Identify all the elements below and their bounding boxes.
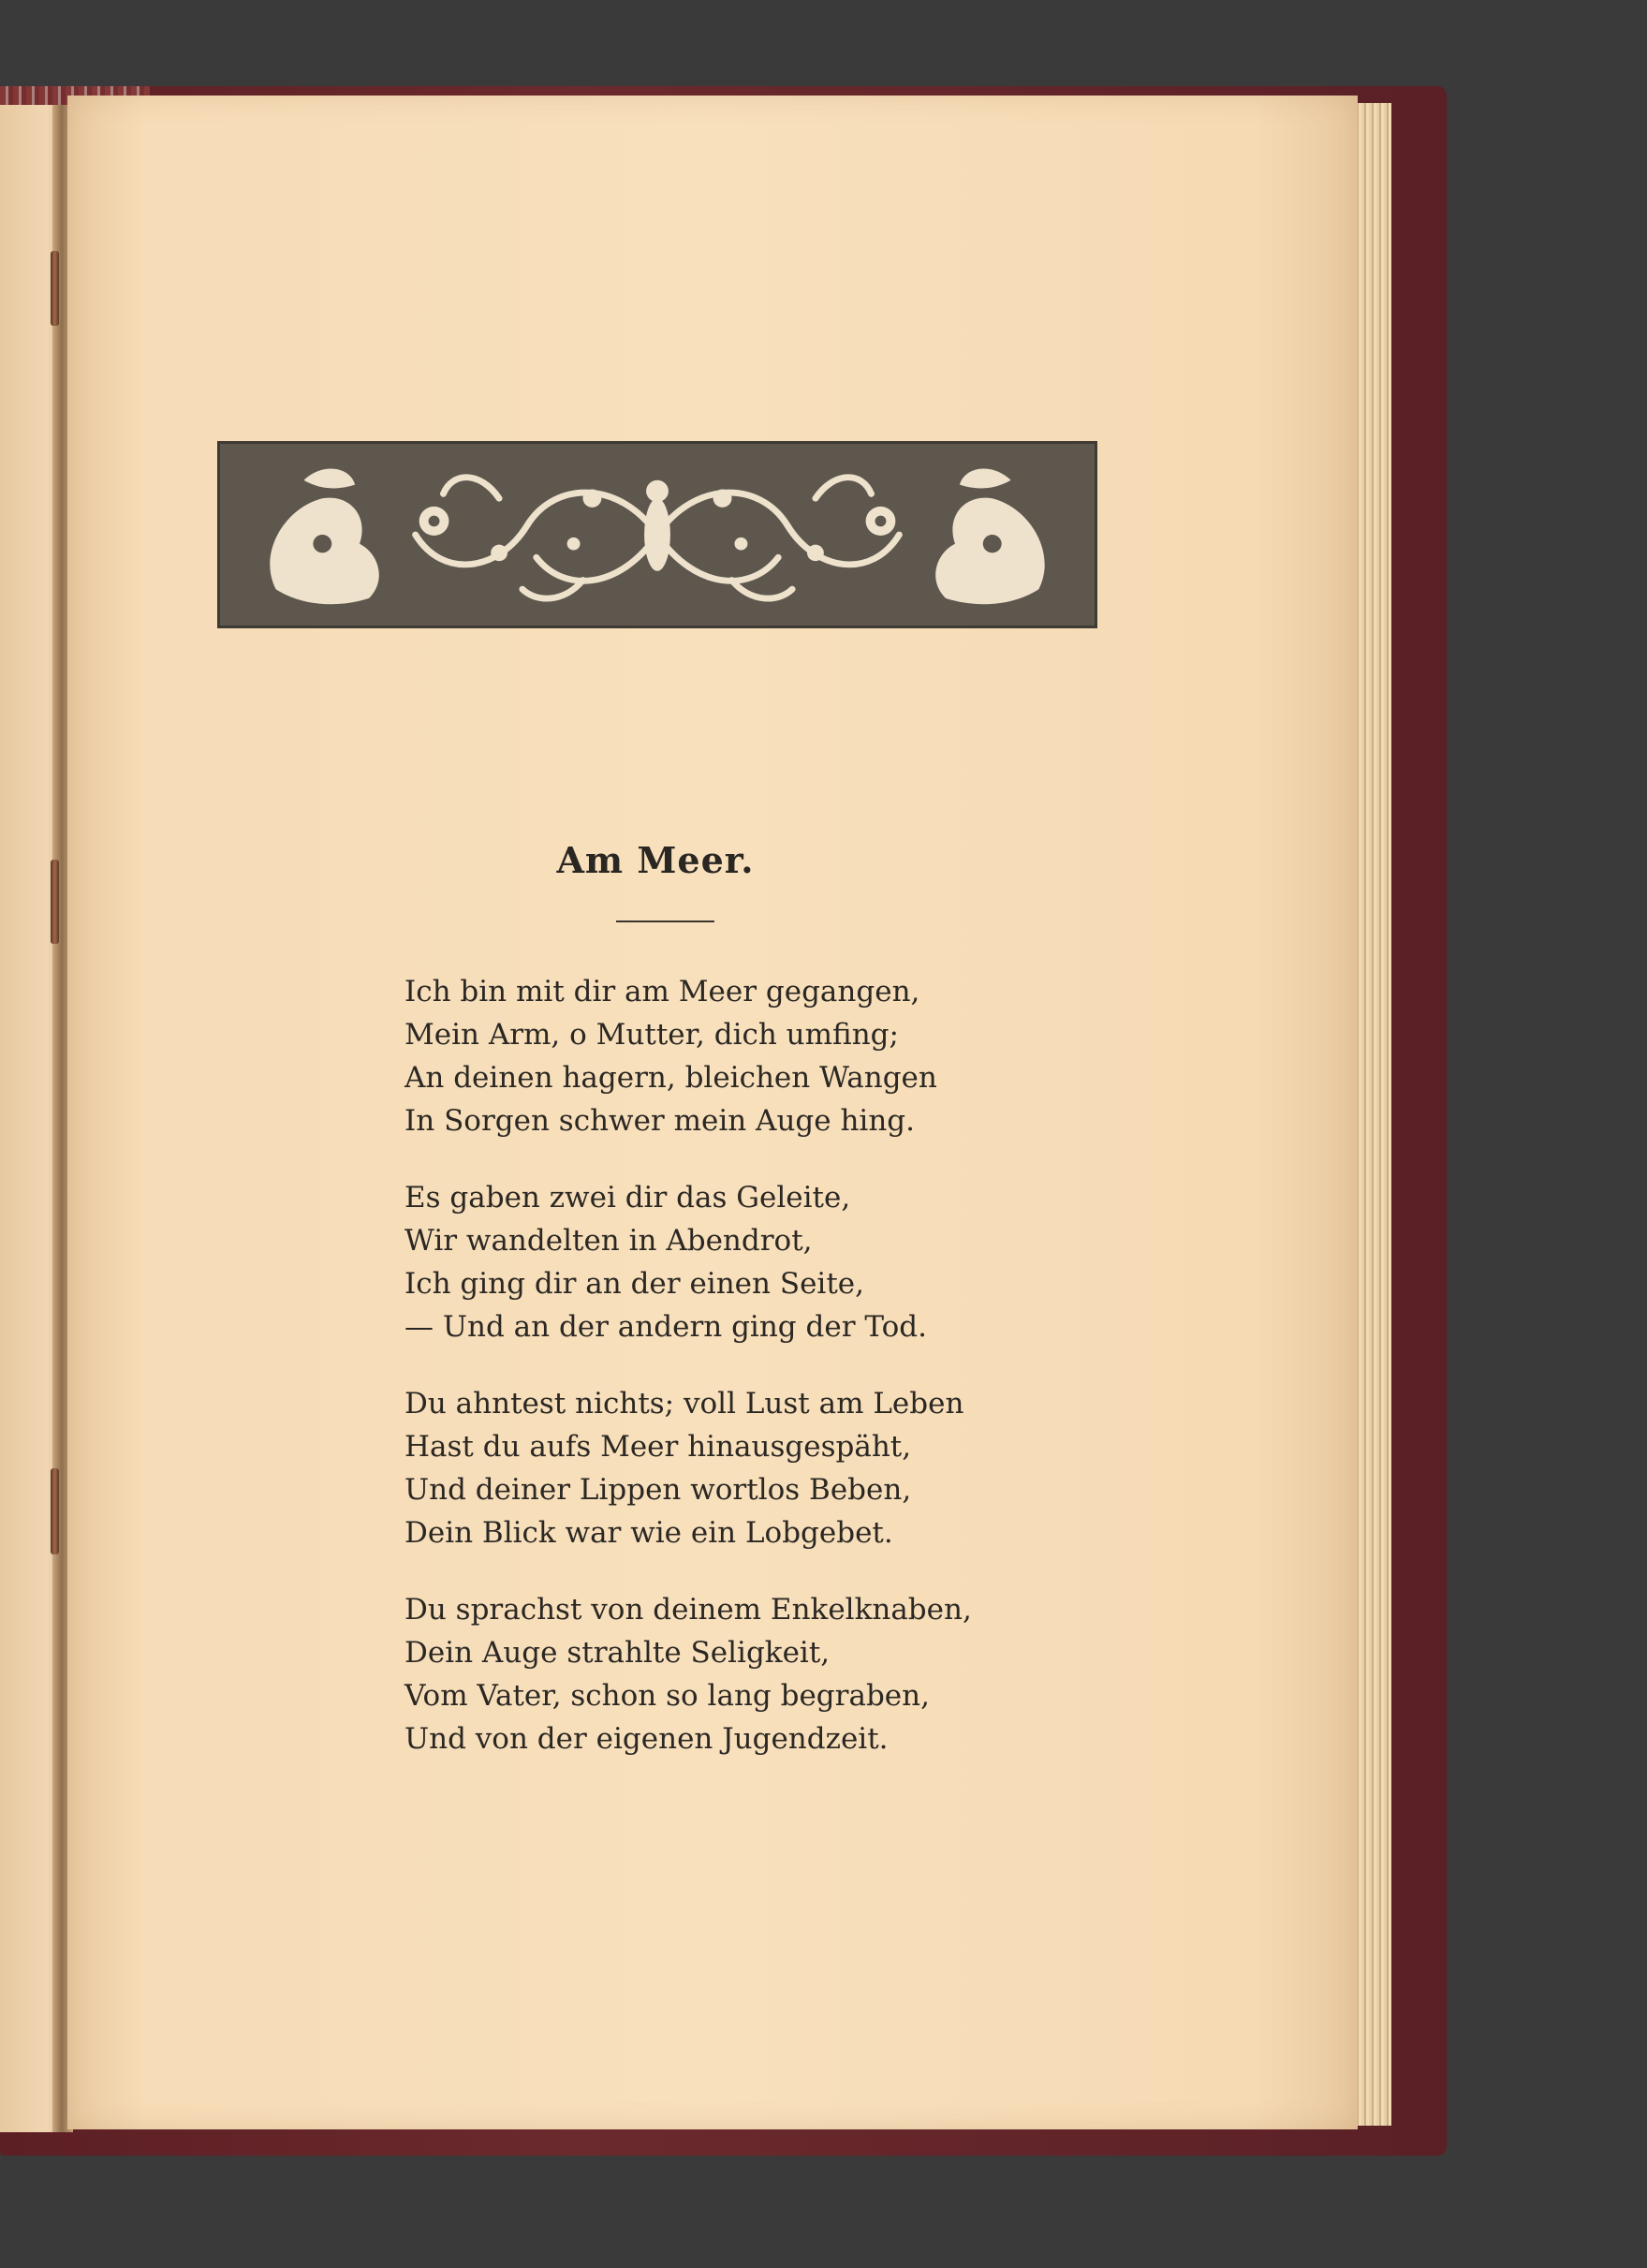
poem-body xyxy=(404,970,1060,1794)
stanza xyxy=(404,970,1060,1142)
poem-line: Ich bin mit dir am Meer gegangen, xyxy=(404,975,920,1009)
poem-line: Mein Arm, o Mutter, dich umfing; xyxy=(404,1018,899,1052)
poem-line: Du ahntest nichts; voll Lust am Leben xyxy=(404,1387,964,1421)
poem-line: Es gaben zwei dir das Geleite, xyxy=(404,1181,851,1215)
title-divider xyxy=(616,920,714,922)
poem-line: Dein Blick war wie ein Lobgebet. xyxy=(404,1516,893,1550)
poem-line: Wir wandelten in Abendrot, xyxy=(404,1224,813,1258)
stanza xyxy=(404,1382,1060,1554)
poem-line: Dein Auge strahlte Seligkeit, xyxy=(404,1636,831,1670)
ornament-image xyxy=(220,444,1095,626)
poem-line: — Und an der andern ging der Tod. xyxy=(404,1310,927,1344)
poem-line: Vom Vater, schon so lang begraben, xyxy=(404,1679,930,1713)
poem-line: Und deiner Lippen wortlos Beben, xyxy=(404,1473,912,1507)
ornamental-header-band xyxy=(217,441,1097,628)
poem-line: Hast du aufs Meer hinausgespäht, xyxy=(404,1430,912,1464)
poem-line: In Sorgen schwer mein Auge hing. xyxy=(404,1104,915,1138)
binding-staple-middle xyxy=(51,860,59,944)
stanza xyxy=(404,1176,1060,1348)
poem-line: Du sprachst von deinem Enkelknaben, xyxy=(404,1593,972,1627)
page-stack-edge xyxy=(1354,103,1391,2126)
binding-staple-bottom xyxy=(51,1468,59,1554)
binding-staple-top xyxy=(51,251,59,326)
poem-title: Am Meer. xyxy=(556,839,755,881)
poem-line: Ich ging dir an der einen Seite, xyxy=(404,1267,864,1301)
poem-line: An deinen hagern, bleichen Wangen xyxy=(404,1061,937,1095)
stanza xyxy=(404,1588,1060,1760)
poem-line: Und von der eigenen Jugendzeit. xyxy=(404,1722,889,1756)
